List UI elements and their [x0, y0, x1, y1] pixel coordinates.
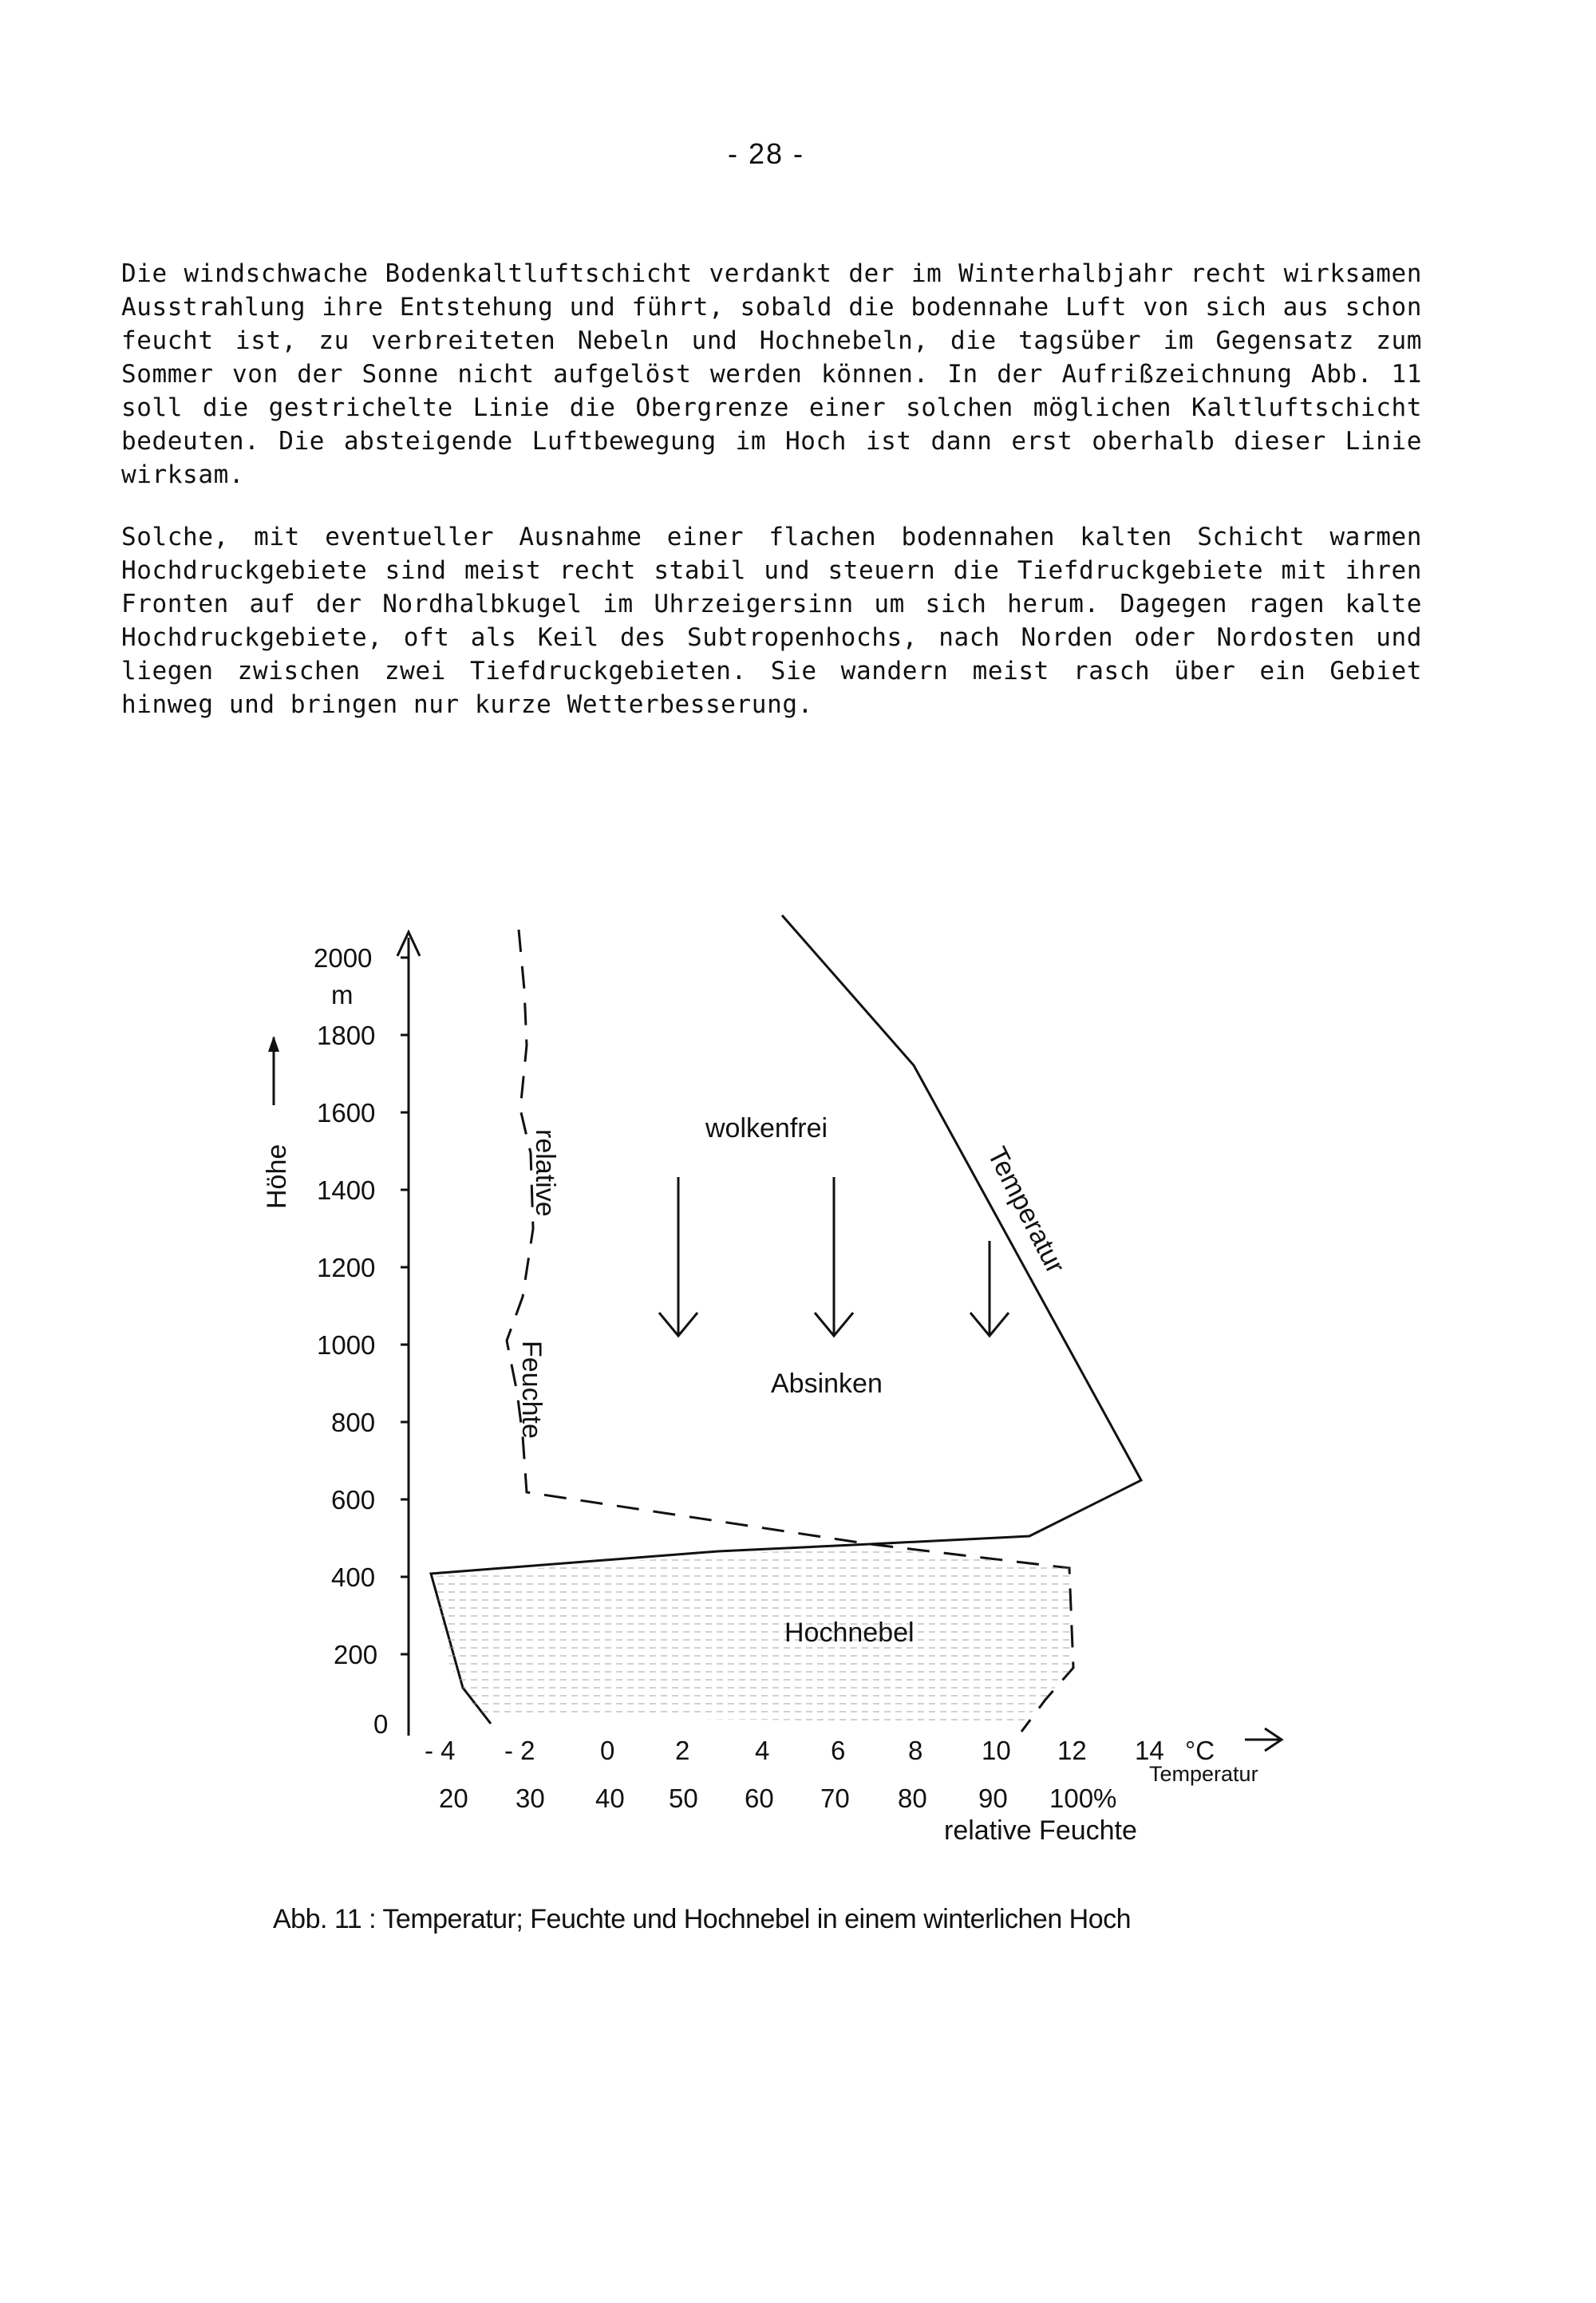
x-temp-unit: °C [1185, 1736, 1215, 1765]
label-temperature-curve: Temperatur [981, 1142, 1071, 1278]
paragraph-2: Solche, mit eventueller Ausnahme einer flachen bodennahen kalten Schicht warmen Hochdruckgebiete sind meist recht stabil und steuern die Tiefdruckgebiete mit ihren Fronten auf der Nordhalbkugel im Uhrzeigersinn um sich herum. Dagegen ragen kalte Hochdruckgebiete, oft als Keil des Subtropenhochs, nach Norden oder Nordosten und liegen zwischen zwei Tiefdruckgebieten. Sie wandern meist rasch über ein Gebiet hinweg und bringen nur kurze Wetterbesserung. [121, 523, 1422, 719]
x-temp-tick-14: 14 [1135, 1736, 1164, 1765]
x-hum-tick-40: 40 [595, 1784, 625, 1813]
label-cloud-free: wolkenfrei [705, 1113, 828, 1144]
y-tick-0: 0 [373, 1709, 389, 1739]
x-temp-label: Temperatur [1149, 1762, 1258, 1786]
figure-caption: Abb. 11 : Temperatur; Feuchte und Hochnebel in einem winterlichen Hoch [273, 1904, 1132, 1934]
paragraph-1: Die windschwache Bodenkaltluftschicht verdankt der im Winterhalbjahr recht wirksamen Ausstrahlung ihre Entstehung und führt, sobald die bodennahe Luft von sich aus schon feucht ist, zu verbreiteten Nebeln und Hochnebeln, die tagsüber im Gegensatz zum Sommer von der Sonne nicht aufgelöst werden können. In der Aufrißzeichnung Abb. 11 soll die gestrichelte Linie die Obergrenze einer solchen möglichen Kaltluftschicht bedeuten. Die absteigende Luftbewegung im Hoch ist dann erst oberhalb dieser Linie wirksam. [121, 259, 1422, 489]
label-subsidence: Absinken [771, 1369, 883, 1399]
y-tick-600: 600 [331, 1485, 376, 1515]
y-tick-800: 800 [331, 1408, 376, 1437]
x-temp-tick-minus4: - 4 [425, 1736, 456, 1765]
x-temp-tick-8: 8 [908, 1736, 923, 1765]
x-hum-tick-70: 70 [820, 1784, 850, 1813]
y-axis-label: Höhe [262, 1144, 292, 1209]
x-hum-tick-30: 30 [516, 1784, 545, 1813]
x-temp-tick-0: 0 [600, 1736, 615, 1765]
subsidence-arrows [659, 1177, 1009, 1336]
y-tick-400: 400 [331, 1562, 376, 1592]
label-humidity-lower: Feuchte [516, 1341, 547, 1439]
x-temp-tick-minus2: - 2 [504, 1736, 535, 1765]
y-tick-1000: 1000 [317, 1330, 376, 1360]
x-hum-tick-80: 80 [898, 1784, 927, 1813]
x-hum-tick-90: 90 [978, 1784, 1008, 1813]
x-hum-tick-20: 20 [439, 1784, 468, 1813]
y-tick-2000: 2000 [314, 943, 373, 973]
x-temp-tick-6: 6 [831, 1736, 846, 1765]
y-tick-1400: 1400 [317, 1175, 376, 1205]
x-temp-tick-10: 10 [982, 1736, 1011, 1765]
y-tick-1600: 1600 [317, 1098, 376, 1128]
page-number: - 28 - [727, 137, 805, 170]
label-humidity-upper: relative [530, 1129, 560, 1217]
fog-area [435, 1547, 1073, 1724]
x-hum-tick-100: 100% [1049, 1784, 1117, 1813]
y-tick-200: 200 [334, 1640, 378, 1669]
x-temp-tick-4: 4 [755, 1736, 770, 1765]
label-fog: Hochnebel [784, 1618, 915, 1648]
y-axis-unit: m [331, 980, 354, 1009]
x-temp-tick-2: 2 [675, 1736, 690, 1765]
x-temp-tick-12: 12 [1057, 1736, 1087, 1765]
x-hum-tick-50: 50 [669, 1784, 698, 1813]
y-axis-label-arrowhead [268, 1036, 279, 1052]
y-tick-1200: 1200 [317, 1253, 376, 1282]
y-tick-1800: 1800 [317, 1021, 376, 1050]
x-hum-label: relative Feuchte [944, 1815, 1137, 1846]
x-hum-tick-60: 60 [745, 1784, 774, 1813]
